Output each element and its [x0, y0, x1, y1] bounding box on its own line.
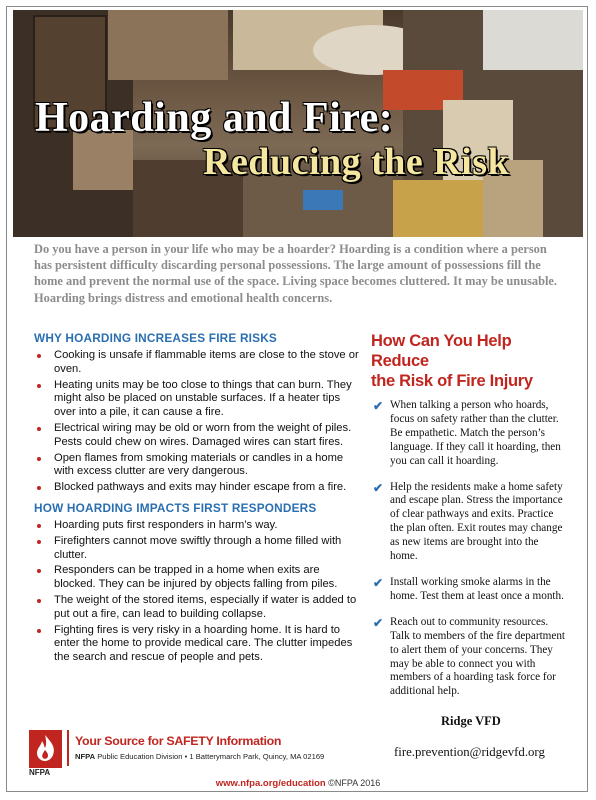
list-item: Hoarding puts first responders in harm’s way. [34, 519, 364, 533]
footer [0, 778, 596, 789]
right-column [371, 331, 567, 711]
checkmark-icon: ✔ [373, 615, 384, 630]
first-responders-heading: HOW HOARDING IMPACTS FIRST RESPONDERS [34, 500, 317, 515]
list-item: Cooking is unsafe if flammable items are close to the stove or oven. [34, 349, 364, 377]
list-item: Fighting fires is very risky in a hoarding home. It is hard to enter the home to provide medical care. The clutter impedes the search and rescue of people and pets. [34, 624, 364, 665]
list-item: The weight of the stored items, especially if water is added to put out a fire, can lead to building collapse. [34, 594, 364, 622]
list-item: ✔ Reach out to community resources. Talk to members of the fire department to alert them of your concerns. They may be able to connect you with members of a hoarding task force for additional help. [373, 615, 566, 698]
help-heading [371, 331, 567, 391]
contact-email[interactable]: fire.prevention@ridgevfd.org [394, 745, 545, 759]
intro-paragraph: Do you have a person in your life who may be a hoarder? Hoarding is a condition where a person has persistent difficulty discarding personal possessions. The large amount of possessions fill the home and prevent the normal use of the space. Living space becomes cluttered. It may be unusable. Hoarding brings distress and emotional health concerns. [34, 242, 558, 305]
list-item: Blocked pathways and exits may hinder escape from a fire. [34, 481, 364, 495]
list-item: Electrical wiring may be old or worn from the weight of piles. Pests could chew on wires. Damaged wires can start fires. [34, 422, 364, 450]
nfpa-address: NFPA Public Education Division • 1 Batterymarch Park, Quincy, MA 02169 [75, 752, 325, 761]
checkmark-icon: ✔ [373, 399, 384, 413]
nfpa-url-link[interactable]: www.nfpa.org/education [215, 778, 326, 789]
first-responders-list [34, 519, 364, 665]
help-heading-line-1: How Can You Help Reduce [371, 332, 512, 370]
nfpa-logo-icon [29, 730, 62, 768]
fire-risks-list [34, 349, 364, 495]
department-name: Ridge VFD [441, 714, 501, 728]
cluttered-room-photo [13, 10, 583, 237]
fire-risks-heading: WHY HOARDING INCREASES FIRE RISKS [34, 331, 277, 345]
list-item: Responders can be trapped in a home when exits are blocked. They can be injured by objects falling from piles. [34, 564, 364, 592]
divider [67, 730, 69, 766]
help-list [371, 399, 567, 699]
list-item: ✔ Install working smoke alarms in the home. Test them at least once a month. [373, 575, 564, 602]
list-item: Firefighters cannot move swiftly through a home filled with clutter. [34, 535, 364, 563]
left-column [34, 331, 364, 667]
safety-source-tagline: Your Source for SAFETY Information [75, 734, 282, 748]
help-heading-line-2: the Risk of Fire Injury [371, 372, 533, 390]
list-item: Open flames from smoking materials or candles in a home with excess clutter are very dangerous. [34, 452, 364, 480]
title-line-1: Hoarding and Fire: [35, 95, 394, 141]
title-line-2: Reducing the Risk [203, 141, 510, 183]
list-item: ✔ When talking a person who hoards, focus on safety rather than the clutter. Be empathetic. Match the person’s language. If they call it hoarding, then you can call it hoarding. [373, 399, 561, 467]
copyright: ©NFPA 2016 [325, 778, 381, 788]
nfpa-logo-text: NFPA [29, 768, 51, 777]
checkmark-icon: ✔ [373, 575, 384, 590]
checkmark-icon: ✔ [373, 480, 384, 495]
list-item: Heating units may be too close to things that can burn. They might also be placed on unstable surfaces. If a heater tips over into a pile, it can cause a fire. [34, 379, 364, 420]
list-item: ✔ Help the residents make a home safety and escape plan. Stress the importance of clear pathways and exits. Practice the plan often. Exit routes may change as new items are brought into the home. [373, 480, 563, 563]
